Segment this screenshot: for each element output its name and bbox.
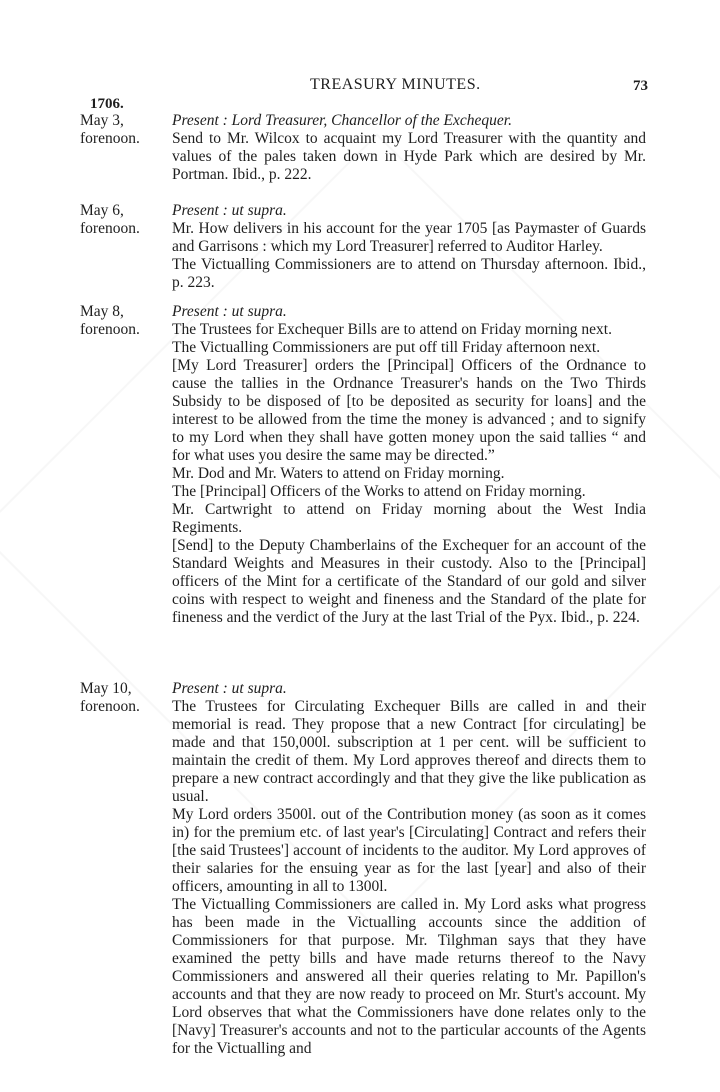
running-head: TREASURY MINUTES. (310, 76, 481, 93)
minute-paragraph: [My Lord Treasurer] orders the [Principal] Officers of the Ordnance to cause the tallies in the Ordnance Treasurer's hands on the Two Thirds Subsidy to be disposed of [to be deposited as security for loans] and the interest to be allowed from the time the money is advanced ; and to signify to my Lord when they shall have gotten money upon the said tallies “ and for what uses you desire the same may be directed.” (172, 357, 646, 464)
minute-paragraph: Send to Mr. Wilcox to acquaint my Lord Treasurer with the quantity and values of the pales taken down in Hyde Park which are desired by Mr. Portman. Ibid., p. 222. (172, 130, 646, 183)
present-line: Present : ut supra. (172, 680, 287, 697)
entry-body (172, 680, 646, 1058)
entry-body (172, 303, 646, 627)
minute-paragraph: Mr. Dod and Mr. Waters to attend on Friday morning. (172, 465, 505, 482)
page-number: 73 (633, 78, 648, 94)
minute-paragraph: My Lord orders 3500l. out of the Contribution money (as soon as it comes in) for the premium etc. of last year's [Circulating] Contract and refers their [the said Trustees'] account of incidents to the auditor. My Lord approves of their salaries for the ensuing year as for the last [year] and also of their officers, amounting in all to 1300l. (172, 806, 646, 895)
entry-date: May 6, forenoon. (80, 202, 140, 237)
minute-paragraph: The Victualling Commissioners are to attend on Thursday afternoon. Ibid., p. 223. (172, 256, 646, 291)
minute-paragraph: The Victualling Commissioners are called in. My Lord asks what progress has been made in the Victualling accounts since the addition of Commissioners for that purpose. Mr. Tilghman says that they have examined the petty bills and have made returns thereof to the Navy Commissioners and answered all their queries relating to Mr. Papillon's accounts and that they are now ready to proceed on Mr. Sturt's account. My Lord observes that what the Commissioners have done relates only to the [Navy] Treasurer's accounts and not to the particular accounts of the Agents for the Victualling and (172, 896, 646, 1057)
present-line: Present : ut supra. (172, 303, 287, 320)
minute-paragraph: The Victualling Commissioners are put off till Friday afternoon next. (172, 339, 601, 356)
present-line: Present : Lord Treasurer, Chancellor of the Exchequer. (172, 112, 512, 129)
minute-paragraph: The Trustees for Circulating Exchequer Bills are called in and their memorial is read. They propose that a new Contract [for circulating] be made and that 150,000l. subscription at 1 per cent. will be sufficient to maintain the credit of them. My Lord approves thereof and directs them to prepare a new contract accordingly and that they give the like publication as usual. (172, 698, 646, 805)
minute-paragraph: Mr. How delivers in his account for the year 1705 [as Paymaster of Guards and Garrisons : which my Lord Treasurer] referred to Auditor Harley. (172, 220, 646, 255)
minute-paragraph: The [Principal] Officers of the Works to attend on Friday morning. (172, 483, 586, 500)
entry-body (172, 202, 646, 292)
minute-paragraph: [Send] to the Deputy Chamberlains of the Exchequer for an account of the Standard Weights and Measures in their custody. Also to the [Principal] officers of the Mint for a certificate of the Standard of our gold and silver coins with respect to weight and fineness and the Standard of the plate for fineness and the verdict of the Jury at the last Trial of the Pyx. Ibid., p. 224. (172, 537, 646, 626)
minute-paragraph: Mr. Cartwright to attend on Friday morning about the West India Regiments. (172, 501, 646, 536)
year-heading: 1706. (90, 96, 124, 112)
entry-date: May 3, forenoon. (80, 112, 140, 147)
entry-body (172, 112, 646, 184)
entry-date: May 10, forenoon. (80, 680, 140, 715)
entry-date: May 8, forenoon. (80, 303, 140, 338)
present-line: Present : ut supra. (172, 202, 287, 219)
minute-paragraph: The Trustees for Exchequer Bills are to attend on Friday morning next. (172, 321, 612, 338)
